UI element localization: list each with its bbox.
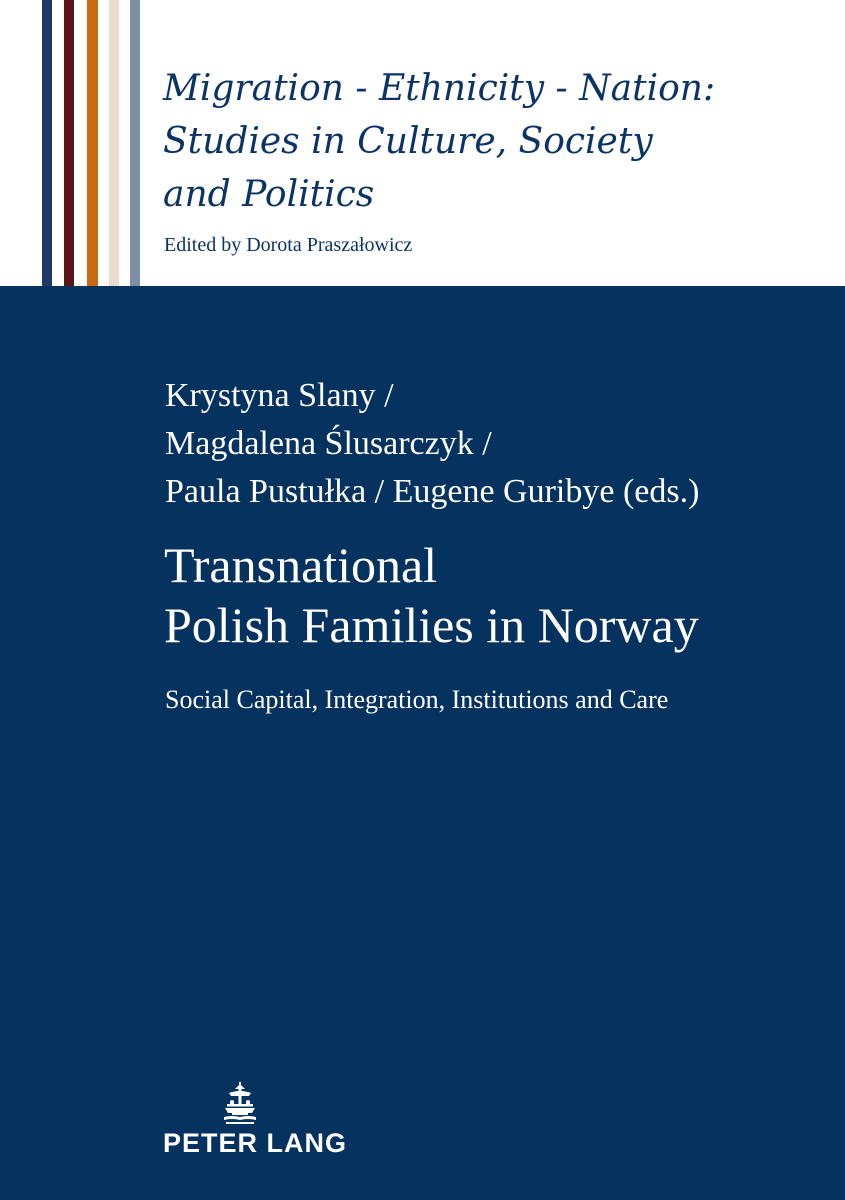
decorative-stripe-orange [87,0,98,286]
book-title-line-2: Polish Families in Norway [164,597,699,653]
book-subtitle: Social Capital, Integration, Institutions and Care [165,685,669,714]
decorative-stripe-maroon [64,0,74,286]
series-editor: Edited by Dorota Praszałowicz [164,234,413,256]
author-list [165,372,699,516]
publisher-name: PETER LANG [163,1128,348,1158]
author-line-2: Magdalena Ślusarczyk / [165,425,492,462]
series-title-line-2: Studies in Culture, Society [163,121,653,162]
series-title-line-1: Migration - Ethnicity - Nation: [163,68,716,109]
decorative-stripe-cream [109,0,119,286]
series-title-line-3: and Politics [163,174,375,215]
series-header [0,0,845,286]
book-title [164,535,699,655]
series-title [163,62,715,221]
fountain-logo-icon [222,1082,258,1126]
author-line-3: Paula Pustułka / Eugene Guribye (eds.) [165,473,700,510]
book-title-line-1: Transnational [164,537,438,593]
decorative-stripe-navy [42,0,52,286]
decorative-stripe-gray [130,0,140,286]
author-line-1: Krystyna Slany / [165,377,394,414]
